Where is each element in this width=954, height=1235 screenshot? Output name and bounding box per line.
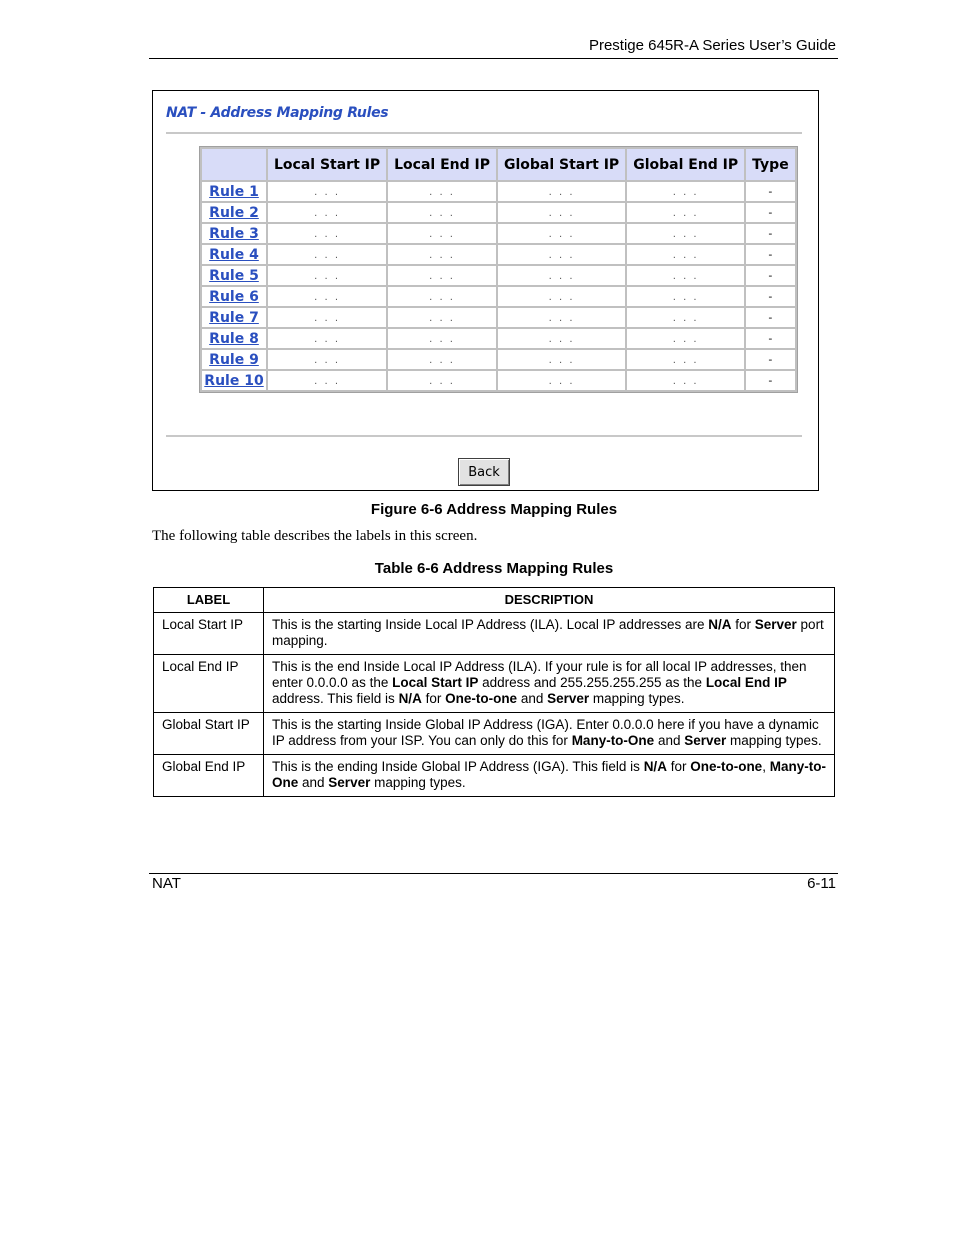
screenshot-frame <box>152 90 819 491</box>
type-value: - <box>768 311 773 324</box>
type-cell <box>746 182 795 201</box>
type-cell <box>746 329 795 348</box>
local-end-ip-cell <box>388 182 496 201</box>
local-start-ip-value: . . . <box>314 376 341 387</box>
global-end-ip-cell <box>627 245 744 264</box>
local-end-ip-value: . . . <box>429 187 455 198</box>
global-start-ip-cell <box>498 266 625 285</box>
local-start-ip-value: . . . <box>314 250 341 261</box>
type-value: - <box>768 332 773 345</box>
desc-header-label: LABEL <box>154 588 264 613</box>
global-start-ip-value: . . . <box>548 313 575 324</box>
global-start-ip-value: . . . <box>548 208 575 219</box>
local-end-ip-cell <box>388 224 496 243</box>
desc-row <box>154 655 835 713</box>
local-start-ip-cell <box>268 350 386 369</box>
global-start-ip-cell <box>498 329 625 348</box>
type-value: - <box>768 206 773 219</box>
footer-section: NAT <box>152 875 181 892</box>
global-start-ip-cell <box>498 350 625 369</box>
global-end-ip-value: . . . <box>672 271 699 282</box>
global-end-ip-value: . . . <box>672 334 699 345</box>
global-start-ip-value: . . . <box>548 250 575 261</box>
global-end-ip-cell <box>627 203 744 222</box>
header-type: Type <box>746 149 795 180</box>
local-start-ip-value: . . . <box>314 313 341 324</box>
global-start-ip-value: . . . <box>548 376 575 387</box>
local-end-ip-value: . . . <box>429 355 455 366</box>
global-end-ip-value: . . . <box>672 376 699 387</box>
rules-table <box>199 146 798 393</box>
rule-row <box>202 224 795 243</box>
rule-row <box>202 350 795 369</box>
global-start-ip-cell <box>498 308 625 327</box>
global-start-ip-value: . . . <box>548 292 575 303</box>
global-end-ip-cell <box>627 308 744 327</box>
global-start-ip-cell <box>498 287 625 306</box>
global-start-ip-cell <box>498 182 625 201</box>
global-start-ip-value: . . . <box>548 271 575 282</box>
global-start-ip-cell <box>498 371 625 390</box>
global-start-ip-value: . . . <box>548 334 575 345</box>
rule-link-cell <box>202 266 266 285</box>
global-end-ip-cell <box>627 266 744 285</box>
type-value: - <box>768 374 773 387</box>
type-cell <box>746 245 795 264</box>
bottom-divider <box>166 435 802 437</box>
desc-description: This is the starting Inside Local IP Address (ILA). Local IP addresses are N/A for Server port mapping. <box>264 613 835 655</box>
type-cell <box>746 266 795 285</box>
type-cell <box>746 308 795 327</box>
local-end-ip-value: . . . <box>429 313 455 324</box>
header-global-end-ip: Global End IP <box>627 149 744 180</box>
header-rule <box>149 58 838 59</box>
global-end-ip-cell <box>627 287 744 306</box>
rules-header-row <box>202 149 795 180</box>
local-start-ip-cell <box>268 245 386 264</box>
desc-header-description: DESCRIPTION <box>264 588 835 613</box>
rule-link[interactable]: Rule 9 <box>209 351 259 368</box>
global-start-ip-cell <box>498 203 625 222</box>
rule-row <box>202 287 795 306</box>
type-cell <box>746 371 795 390</box>
rule-link-cell <box>202 329 266 348</box>
local-start-ip-value: . . . <box>314 334 341 345</box>
type-cell <box>746 287 795 306</box>
type-cell <box>746 203 795 222</box>
local-start-ip-cell <box>268 371 386 390</box>
global-end-ip-value: . . . <box>672 229 699 240</box>
local-end-ip-value: . . . <box>429 250 455 261</box>
local-end-ip-cell <box>388 245 496 264</box>
type-value: - <box>768 269 773 282</box>
header-global-start-ip: Global Start IP <box>498 149 625 180</box>
desc-description: This is the ending Inside Global IP Address (IGA). This field is N/A for One-to-one, Many-to-One and Server mapping types. <box>264 755 835 797</box>
local-end-ip-cell <box>388 266 496 285</box>
local-start-ip-cell <box>268 329 386 348</box>
type-value: - <box>768 290 773 303</box>
desc-label: Global End IP <box>154 755 264 797</box>
global-end-ip-cell <box>627 224 744 243</box>
rule-row <box>202 308 795 327</box>
desc-row <box>154 613 835 655</box>
rule-link[interactable]: Rule 1 <box>209 183 259 200</box>
rule-link[interactable]: Rule 2 <box>209 204 259 221</box>
global-end-ip-value: . . . <box>672 355 699 366</box>
type-value: - <box>768 353 773 366</box>
global-start-ip-value: . . . <box>548 355 575 366</box>
rule-link[interactable]: Rule 10 <box>204 372 264 389</box>
rule-link[interactable]: Rule 3 <box>209 225 259 242</box>
header-local-start-ip: Local Start IP <box>268 149 386 180</box>
rule-row <box>202 203 795 222</box>
rule-link[interactable]: Rule 6 <box>209 288 259 305</box>
global-end-ip-cell <box>627 371 744 390</box>
intro-text: The following table describes the labels in this screen. <box>152 528 478 544</box>
local-start-ip-value: . . . <box>314 292 341 303</box>
rule-link-cell <box>202 224 266 243</box>
local-end-ip-cell <box>388 308 496 327</box>
local-start-ip-cell <box>268 224 386 243</box>
global-end-ip-value: . . . <box>672 187 699 198</box>
local-start-ip-cell <box>268 308 386 327</box>
rule-link[interactable]: Rule 8 <box>209 330 259 347</box>
rule-link-cell <box>202 203 266 222</box>
local-start-ip-cell <box>268 203 386 222</box>
rule-row <box>202 266 795 285</box>
footer-page-number: 6-11 <box>807 875 836 892</box>
global-end-ip-cell <box>627 182 744 201</box>
rule-link-cell <box>202 182 266 201</box>
rule-link[interactable]: Rule 4 <box>209 246 259 263</box>
rule-link-cell <box>202 350 266 369</box>
global-end-ip-cell <box>627 350 744 369</box>
type-value: - <box>768 185 773 198</box>
desc-row <box>154 755 835 797</box>
rule-link[interactable]: Rule 7 <box>209 309 259 326</box>
global-end-ip-cell <box>627 329 744 348</box>
local-end-ip-value: . . . <box>429 292 455 303</box>
local-end-ip-cell <box>388 371 496 390</box>
global-end-ip-value: . . . <box>672 292 699 303</box>
rule-link-cell <box>202 287 266 306</box>
rule-link-cell <box>202 245 266 264</box>
local-start-ip-cell <box>268 287 386 306</box>
local-start-ip-value: . . . <box>314 271 341 282</box>
local-start-ip-value: . . . <box>314 187 341 198</box>
type-value: - <box>768 248 773 261</box>
local-start-ip-value: . . . <box>314 229 341 240</box>
rule-row <box>202 245 795 264</box>
local-start-ip-value: . . . <box>314 208 341 219</box>
global-end-ip-value: . . . <box>672 208 699 219</box>
global-start-ip-value: . . . <box>548 187 575 198</box>
local-end-ip-cell <box>388 287 496 306</box>
rule-link-cell <box>202 308 266 327</box>
desc-label: Global Start IP <box>154 713 264 755</box>
description-table <box>153 587 835 797</box>
page-header-title: Prestige 645R-A Series User’s Guide <box>588 37 836 54</box>
global-start-ip-value: . . . <box>548 229 575 240</box>
rule-row <box>202 329 795 348</box>
global-start-ip-cell <box>498 224 625 243</box>
desc-label: Local End IP <box>154 655 264 713</box>
desc-row <box>154 713 835 755</box>
desc-label: Local Start IP <box>154 613 264 655</box>
local-end-ip-value: . . . <box>429 376 455 387</box>
type-cell <box>746 224 795 243</box>
local-end-ip-value: . . . <box>429 208 455 219</box>
local-end-ip-cell <box>388 350 496 369</box>
rule-link-cell <box>202 371 266 390</box>
local-end-ip-cell <box>388 203 496 222</box>
local-start-ip-cell <box>268 266 386 285</box>
global-end-ip-value: . . . <box>672 250 699 261</box>
header-local-end-ip: Local End IP <box>388 149 496 180</box>
local-start-ip-cell <box>268 182 386 201</box>
local-end-ip-cell <box>388 329 496 348</box>
type-value: - <box>768 227 773 240</box>
rule-row <box>202 371 795 390</box>
local-end-ip-value: . . . <box>429 334 455 345</box>
global-end-ip-value: . . . <box>672 313 699 324</box>
desc-description: This is the starting Inside Global IP Address (IGA). Enter 0.0.0.0 here if you have a dynamic IP address from your ISP. You can only do this for Many-to-One and Server mapping types. <box>264 713 835 755</box>
local-end-ip-value: . . . <box>429 229 455 240</box>
type-cell <box>746 350 795 369</box>
rule-row <box>202 182 795 201</box>
local-start-ip-value: . . . <box>314 355 341 366</box>
header-blank <box>202 149 266 180</box>
table-caption: Table 6-6 Address Mapping Rules <box>374 560 614 577</box>
desc-header-row <box>154 588 835 613</box>
title-divider <box>166 132 802 134</box>
figure-caption: Figure 6-6 Address Mapping Rules <box>370 501 618 518</box>
rule-link[interactable]: Rule 5 <box>209 267 259 284</box>
local-end-ip-value: . . . <box>429 271 455 282</box>
desc-description: This is the end Inside Local IP Address (ILA). If your rule is for all local IP addresses, then enter 0.0.0.0 as the Local Start IP address and 255.255.255.255 as the Local End IP address. This field is N/A for One-to-one and Server mapping types. <box>264 655 835 713</box>
footer-rule <box>149 873 838 874</box>
screen-title: NAT - Address Mapping Rules <box>166 105 389 121</box>
global-start-ip-cell <box>498 245 625 264</box>
back-button[interactable]: Back <box>458 458 510 486</box>
